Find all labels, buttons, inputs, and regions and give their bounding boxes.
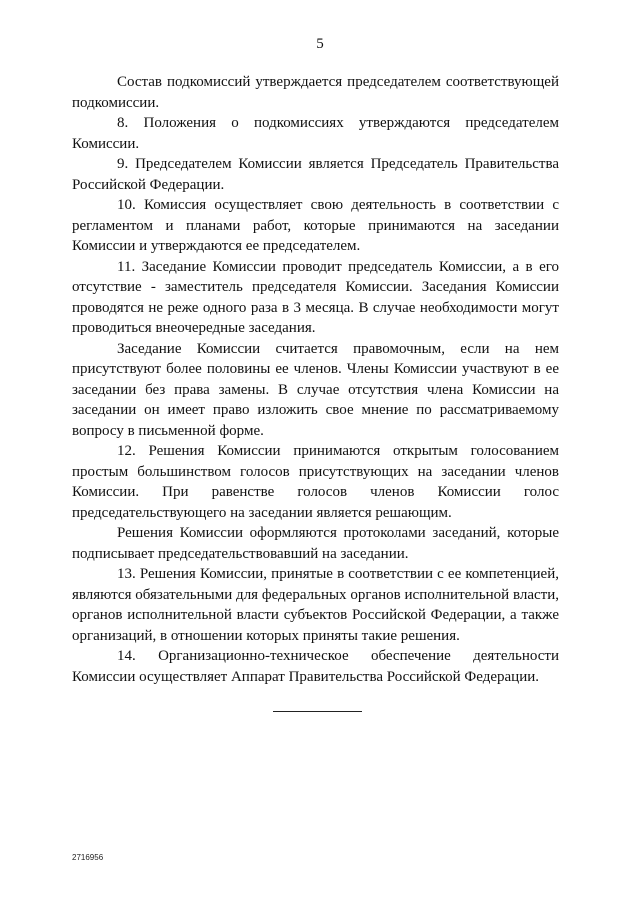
paragraph-12-commission-decisions: 12. Решения Комиссии принимаются открытым голосованием простым большинством голосов присутствующих на заседании членов Комиссии. При равенстве голосов членов Комиссии голос председательствующего на заседании является решающим. [72, 443, 559, 521]
document-body [72, 72, 559, 687]
paragraph-13-binding-decisions: 13. Решения Комиссии, принятые в соответствии с ее компетенцией, являются обязательными для федеральных органов исполнительной власти, органов исполнительной власти субъектов Российской Федерации, а также организаций, в отношении которых приняты такие решения. [72, 566, 559, 644]
paragraph-11-commission-meetings: 11. Заседание Комиссии проводит председатель Комиссии, а в его отсутствие - заместитель председателя Комиссии. Заседания Комиссии проводятся не реже одного раза в 3 месяца. В случае необходимости могут проводиться внеочередные заседания. [72, 258, 559, 336]
document-code: 2716956 [72, 853, 104, 862]
paragraph-meeting-quorum: Заседание Комиссии считается правомочным, если на нем присутствуют более половины ее членов. Члены Комиссии участвуют в ее заседании без права замены. В случае отсутствия члена Комиссии на заседании он имеет право изложить свое мнение по рассматриваемому вопросу в письменной форме. [72, 340, 559, 439]
paragraph-decision-protocols: Решения Комиссии оформляются протоколами заседаний, которые подписывает председательствовавший на заседании. [72, 525, 559, 562]
page-number: 5 [316, 36, 324, 52]
paragraph-14-technical-support: 14. Организационно-техническое обеспечение деятельности Комиссии осуществляет Аппарат Правительства Российской Федерации. [72, 648, 559, 685]
paragraph-subcommission-composition: Состав подкомиссий утверждается председателем соответствующей подкомиссии. [72, 74, 559, 111]
paragraph-10-commission-activity: 10. Комиссия осуществляет свою деятельность в соответствии с регламентом и планами работ, которые принимаются на заседании Комиссии и утверждаются ее председателем. [72, 197, 559, 254]
paragraph-9-commission-chairman: 9. Председателем Комиссии является Председатель Правительства Российской Федерации. [72, 156, 559, 193]
closing-divider-line [273, 711, 362, 712]
paragraph-8-subcommission-regulations: 8. Положения о подкомиссиях утверждаются председателем Комиссии. [72, 115, 559, 152]
